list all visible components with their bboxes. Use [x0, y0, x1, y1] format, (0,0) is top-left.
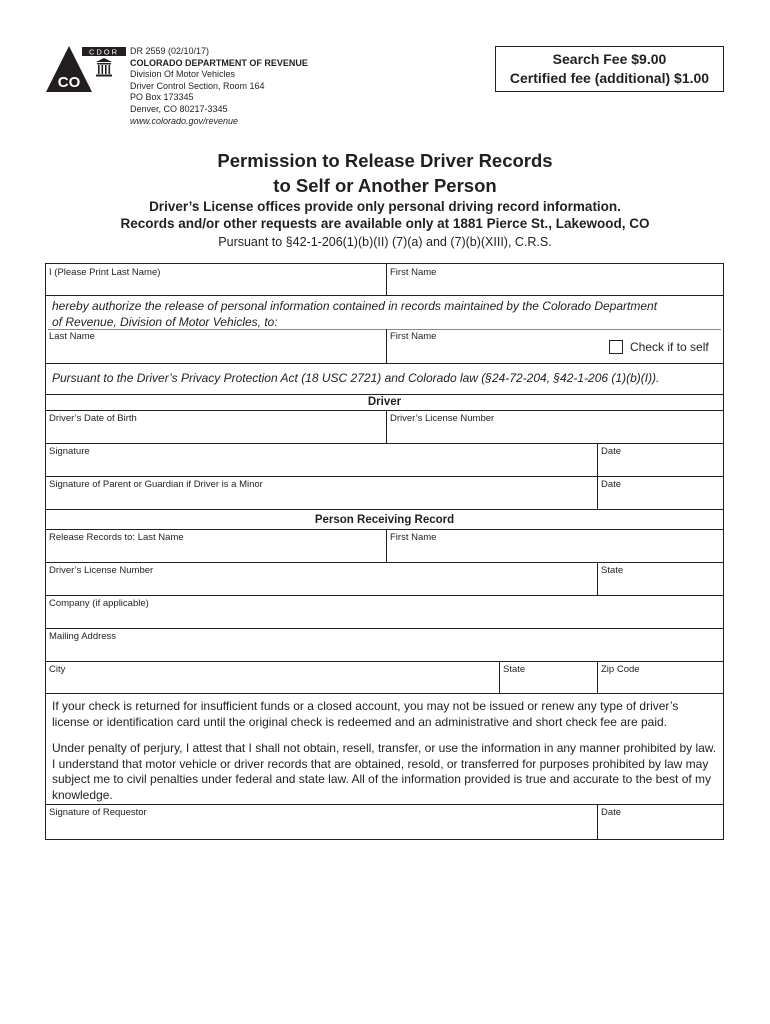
agency-address-block	[130, 46, 308, 127]
driver-signature-date-field[interactable]: Date	[601, 446, 622, 457]
authorize-text-1: hereby authorize the release of personal information contained in records maintained by the Colorado Department	[52, 299, 658, 313]
driver-signature-field[interactable]: Signature	[49, 446, 90, 457]
page-title: Permission to Release Driver Records	[217, 150, 553, 171]
guardian-date-field[interactable]: Date	[601, 479, 622, 490]
recipient-last-name-field[interactable]: Last Name	[49, 331, 95, 342]
svg-text:™: ™	[86, 85, 90, 90]
privacy-act-text: Pursuant to the Driver’s Privacy Protection Act (18 USC 2721) and Colorado law (§24-72-204, §42-1-206 (1)(b)(I)).	[52, 371, 660, 385]
statute-reference: Pursuant to §42-1-206(1)(b)(II) (7)(a) and (7)(b)(XIII), C.R.S.	[218, 235, 552, 249]
receiver-last-name-field[interactable]: Release Records to: Last Name	[49, 532, 184, 543]
receiver-section-heading: Person Receiving Record	[314, 514, 455, 526]
perjury-notice: Under penalty of perjury, I attest that I shall not obtain, resell, transfer, or use the information in any manner prohibited by law. I understand that motor vehicle or driver records that are obtained, resold, or transferred for purposes prohibited by law may subject me to civil penalties under federal and state law. All of the information provided is true and accurate to the best of my knowledge.	[52, 741, 717, 802]
requestor-date-field[interactable]: Date	[601, 807, 622, 818]
cdor-logo	[46, 46, 132, 92]
authorizer-first-name-field[interactable]: First Name	[390, 267, 437, 278]
po-box: PO Box 173345	[130, 92, 194, 103]
form-number: DR 2559 (02/10/17)	[130, 46, 210, 56]
driver-dob-field[interactable]: Driver’s Date of Birth	[49, 413, 137, 424]
check-if-self-checkbox[interactable]	[609, 340, 623, 354]
mailing-address-field[interactable]: Mailing Address	[49, 631, 117, 642]
division-name: Division Of Motor Vehicles	[130, 69, 236, 80]
notice-line-2: Records and/or other requests are available only at 1881 Pierce St., Lakewood, CO	[120, 216, 650, 231]
fee-box	[495, 46, 724, 92]
svg-text:CDOR: CDOR	[88, 47, 120, 57]
guardian-signature-field[interactable]: Signature of Parent or Guardian if Driver is a Minor	[49, 479, 263, 490]
company-field[interactable]: Company (if applicable)	[49, 598, 149, 609]
zip-code-field[interactable]: Zip Code	[601, 664, 640, 675]
state-field[interactable]: State	[503, 664, 526, 675]
check-returned-notice: If your check is returned for insufficient funds or a closed account, you may not be issued or renew any type of driver’s license or identification card until the original check is redeemed and an administrative and short check fee are paid.	[52, 699, 679, 729]
website-link[interactable]: www.colorado.gov/revenue	[130, 115, 239, 126]
city-field[interactable]: City	[49, 664, 66, 675]
department-name: COLORADO DEPARTMENT OF REVENUE	[130, 57, 308, 68]
page-title-line2: to Self or Another Person	[273, 175, 497, 196]
driver-license-number-field[interactable]: Driver’s License Number	[390, 413, 495, 424]
receiver-license-state-field[interactable]: State	[601, 565, 624, 576]
authorizer-last-name-field[interactable]: I (Please Print Last Name)	[49, 267, 161, 278]
svg-text:CO: CO	[57, 74, 81, 91]
check-if-self-label: Check if to self	[630, 340, 709, 354]
section-name: Driver Control Section, Room 164	[130, 80, 265, 91]
driver-section-heading: Driver	[367, 396, 402, 408]
notice-line-1: Driver’s License offices provide only personal driving record information.	[149, 199, 621, 214]
receiver-first-name-field[interactable]: First Name	[390, 532, 437, 543]
recipient-first-name-field[interactable]: First Name	[390, 331, 437, 342]
city-zip: Denver, CO 80217-3345	[130, 103, 228, 114]
search-fee: Search Fee $9.00	[552, 51, 667, 67]
release-form	[45, 263, 724, 840]
requestor-signature-field[interactable]: Signature of Requestor	[49, 807, 147, 818]
receiver-license-number-field[interactable]: Driver’s License Number	[49, 565, 154, 576]
certified-fee: Certified fee (additional) $1.00	[509, 70, 710, 86]
authorize-text-2: of Revenue, Division of Motor Vehicles, to:	[52, 315, 278, 329]
